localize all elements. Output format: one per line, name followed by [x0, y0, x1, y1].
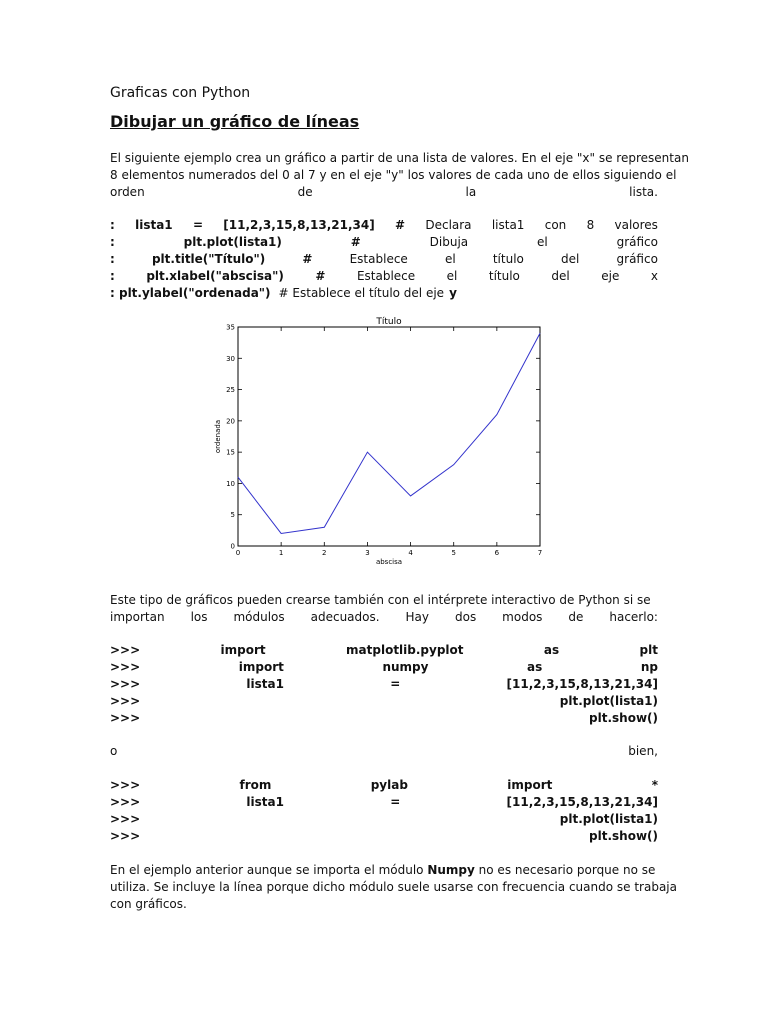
- code-line: [110, 676, 658, 693]
- code-token: plt.xlabel("abscisa"): [146, 269, 284, 283]
- intro-word: la: [465, 185, 477, 199]
- code-line: [110, 268, 658, 285]
- code-token: import: [238, 660, 284, 674]
- code-token: Declara: [425, 218, 472, 232]
- para-text: utiliza. Se incluye la línea porque dicho módulo suele usarse con frecuencia cuando se trabaja: [110, 880, 677, 894]
- code-token: título: [488, 269, 520, 283]
- code-line: [110, 659, 658, 676]
- code-token: gráfico: [616, 252, 658, 266]
- code-comment: # Establece el título del eje: [278, 286, 445, 300]
- y-tick-label: 30: [226, 354, 235, 363]
- code-token: =: [390, 795, 401, 809]
- section-heading: Dibujar un gráfico de líneas: [110, 112, 360, 131]
- code-token: plt.plot(lista1): [559, 812, 658, 826]
- code-token: >>>: [110, 812, 141, 826]
- code-token: Establece: [349, 252, 408, 266]
- code-token: del: [551, 269, 570, 283]
- closing-paragraph: [110, 862, 677, 913]
- code-token: [11,2,3,15,8,13,21,34]: [506, 795, 658, 809]
- code-token: as: [527, 660, 543, 674]
- code-token: >>>: [110, 795, 141, 809]
- x-tick-label: 7: [537, 549, 543, 557]
- code-token: con: [544, 218, 567, 232]
- y-axis-label: ordenada: [214, 419, 222, 454]
- code-line: [110, 251, 658, 268]
- code-token: plt.show(): [589, 829, 658, 843]
- code-token: Establece: [356, 269, 416, 283]
- chart-background: [208, 312, 553, 574]
- x-tick-label: 0: [235, 549, 241, 557]
- code-token: from: [239, 778, 272, 792]
- code-token: eje: [601, 269, 620, 283]
- code-token: título: [492, 252, 524, 266]
- para-word: importan: [110, 610, 165, 624]
- code-token: as: [543, 643, 560, 657]
- code-line: [110, 811, 658, 828]
- or-word: o: [110, 744, 118, 758]
- y-tick-label: 25: [226, 386, 235, 395]
- code-block-import-matplotlib: [110, 642, 658, 727]
- code-token: 8: [586, 218, 595, 232]
- code-token: plt.show(): [589, 711, 658, 725]
- code-line: [110, 285, 658, 302]
- y-tick-label: 5: [230, 511, 235, 520]
- para-word: adecuados.: [310, 610, 380, 624]
- code-token: [11,2,3,15,8,13,21,34]: [506, 677, 658, 691]
- code-token: :: [110, 269, 115, 283]
- or-row: [110, 743, 658, 760]
- code-token: lista1: [246, 795, 284, 809]
- code-line: [110, 794, 658, 811]
- para-line: [110, 609, 658, 626]
- para-word: Hay: [405, 610, 430, 624]
- code-token: x: [650, 269, 658, 283]
- x-tick-label: 2: [322, 549, 327, 557]
- code-line: [110, 217, 658, 234]
- x-tick-label: 4: [408, 549, 413, 557]
- intro-line: [110, 150, 689, 167]
- para-word: modos: [502, 610, 543, 624]
- x-tick-label: 1: [278, 549, 284, 557]
- code-token: lista1: [246, 677, 284, 691]
- para-word: dos: [454, 610, 477, 624]
- code-token: [11,2,3,15,8,13,21,34]: [223, 218, 375, 232]
- code-token: lista1: [135, 218, 173, 232]
- code-line: [110, 693, 658, 710]
- intro-text: El siguiente ejemplo crea un gráfico a partir de una lista de valores. En el eje "x" se representan: [110, 151, 689, 165]
- code-token: =: [192, 218, 203, 232]
- code-token: >>>: [110, 643, 141, 657]
- para-word: los: [190, 610, 208, 624]
- code-token: #: [302, 252, 313, 266]
- chart-title: Título: [376, 317, 402, 327]
- code-token: pylab: [370, 778, 408, 792]
- code-token: el: [537, 235, 548, 249]
- para-text: no es necesario porque no se: [474, 863, 656, 877]
- para-word: módulos: [233, 610, 285, 624]
- or-line: [110, 743, 658, 760]
- code-token: el: [444, 252, 456, 266]
- code-token: matplotlib.pyplot: [346, 643, 464, 657]
- code-token: gráfico: [616, 235, 658, 249]
- code-token: lista1: [491, 218, 525, 232]
- code-token: #: [350, 235, 361, 249]
- code-token: plt.title("Título"): [151, 252, 266, 266]
- para-text: con gráficos.: [110, 897, 187, 911]
- code-token: y: [449, 286, 457, 300]
- code-token: *: [651, 778, 658, 792]
- code-token: valores: [614, 218, 658, 232]
- intro-line: [110, 184, 658, 201]
- code-token: import: [220, 643, 266, 657]
- code-token: :: [110, 235, 115, 249]
- intro-text: 8 elementos numerados del 0 al 7 y en el eje "y" los valores de cada uno de ellos siguiendo el: [110, 168, 677, 182]
- document-kicker: Graficas con Python: [110, 85, 251, 101]
- code-line: [110, 234, 658, 251]
- y-tick-label: 15: [226, 448, 235, 457]
- code-block-pylab: [110, 777, 658, 845]
- code-token: :: [110, 252, 115, 266]
- code-token: el: [446, 269, 458, 283]
- code-token: >>>: [110, 778, 141, 792]
- x-tick-label: 5: [451, 549, 456, 557]
- x-tick-label: 3: [365, 549, 370, 557]
- y-tick-label: 10: [226, 479, 235, 488]
- code-token: del: [561, 252, 580, 266]
- para-line: [110, 896, 658, 913]
- code-token: #: [315, 269, 326, 283]
- code-token: >>>: [110, 694, 141, 708]
- code-token: plt: [639, 643, 658, 657]
- code-block-script: [110, 217, 658, 302]
- code-line: [110, 710, 658, 727]
- para-line: [110, 592, 658, 609]
- y-tick-label: 35: [226, 323, 235, 332]
- code-line: [110, 777, 658, 794]
- code-token: plt.plot(lista1): [183, 235, 282, 249]
- para-bold: Numpy: [427, 863, 475, 877]
- code-token: import: [507, 778, 553, 792]
- para-word: de: [568, 610, 584, 624]
- y-tick-label: 20: [226, 417, 235, 426]
- code-token: =: [390, 677, 401, 691]
- intro-word: lista.: [629, 185, 658, 199]
- code-token: >>>: [110, 829, 141, 843]
- para-text: En el ejemplo anterior aunque se importa el módulo: [110, 863, 428, 877]
- code-token: >>>: [110, 677, 141, 691]
- code-token: plt.plot(lista1): [559, 694, 658, 708]
- x-axis-label: abscisa: [375, 558, 403, 566]
- code-token: Dibuja: [429, 235, 469, 249]
- or-word: bien,: [628, 744, 658, 758]
- para-line: [110, 862, 658, 879]
- intro-word: orden: [110, 185, 145, 199]
- code-token: >>>: [110, 711, 141, 725]
- y-tick-label: 0: [230, 542, 235, 551]
- x-tick-label: 6: [494, 549, 500, 557]
- para-text: Este tipo de gráficos pueden crearse también con el intérprete interactivo de Python si se: [110, 593, 651, 607]
- code-token: #: [395, 218, 406, 232]
- code-token: : plt.ylabel("ordenada"): [110, 286, 271, 300]
- para-word: hacerlo:: [609, 610, 658, 624]
- interactive-paragraph: [110, 592, 658, 626]
- code-token: numpy: [382, 660, 429, 674]
- intro-word: de: [297, 185, 313, 199]
- code-token: np: [640, 660, 658, 674]
- intro-line: [110, 167, 677, 184]
- para-line: [110, 879, 677, 896]
- line-chart-figure: [208, 312, 553, 578]
- code-line: [110, 642, 658, 659]
- line-chart: [208, 312, 553, 574]
- code-line: [110, 828, 658, 845]
- code-token: >>>: [110, 660, 141, 674]
- intro-paragraph: [110, 150, 689, 201]
- code-token: :: [110, 218, 115, 232]
